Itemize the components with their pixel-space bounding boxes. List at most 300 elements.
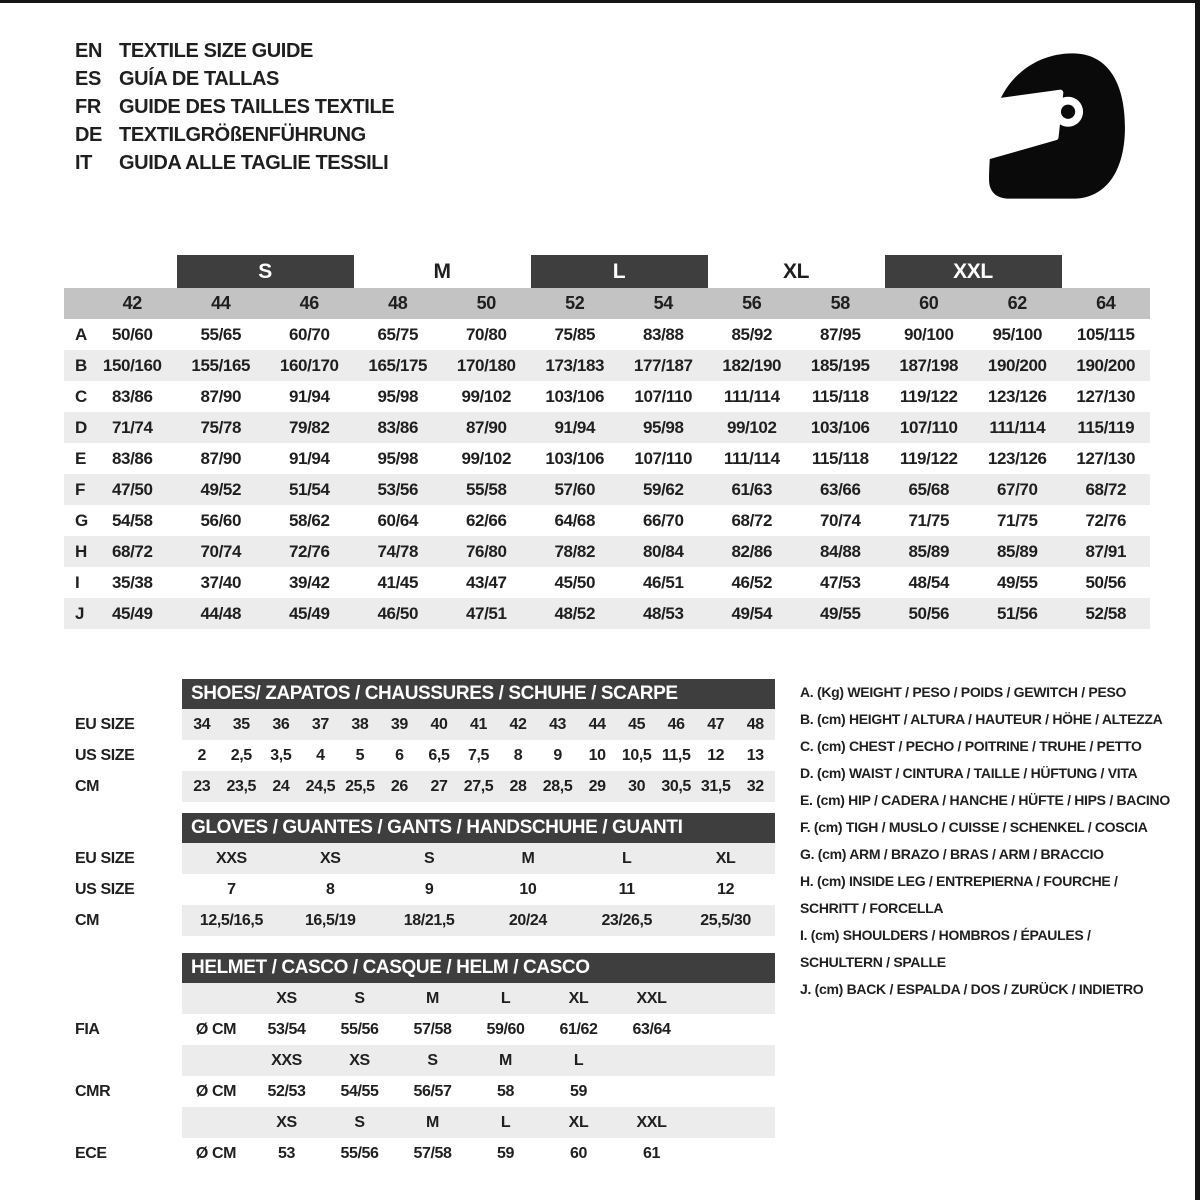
size-value-cell: 107/110 (899, 417, 958, 437)
row-label: EU SIZE (75, 849, 135, 867)
size-value-cell: 9 (553, 746, 562, 764)
size-value-cell: 10 (519, 880, 537, 898)
size-value-cell: 46 (667, 715, 685, 733)
legend-line: J. (cm) BACK / ESPALDA / DOS / ZURÜCK / INDIETRO (800, 981, 1144, 997)
language-code: EN (75, 39, 102, 62)
guide-title: GUÍA DE TALLAS (119, 67, 279, 90)
size-value-cell: 57/60 (554, 479, 596, 499)
size-value-cell: 65/68 (908, 479, 950, 499)
size-value-cell: 20/24 (508, 911, 547, 929)
helmet-size-header: L (500, 989, 511, 1007)
size-value-cell: 24,5 (305, 777, 336, 795)
measurement-rows (64, 319, 1150, 629)
size-value-cell: 37/40 (200, 572, 242, 592)
size-group-header (64, 255, 1150, 288)
size-value-cell: 10 (588, 746, 606, 764)
size-value-cell: 55/65 (200, 324, 242, 344)
legend-item (800, 733, 1170, 760)
size-value-cell: 18/21,5 (403, 911, 455, 929)
row-values (182, 740, 775, 771)
gloves-title: GLOVES / GUANTES / GANTS / HANDSCHUHE / GUANTI (191, 817, 683, 838)
legend-line: SCHULTERN / SPALLE (800, 954, 946, 970)
size-value-cell: 87/90 (200, 448, 242, 468)
size-column-header: 50 (476, 293, 496, 313)
size-value-cell: M (521, 849, 535, 867)
size-value-cell: 119/122 (899, 448, 958, 468)
helmet-values-row (64, 1076, 775, 1107)
size-value-cell: 127/130 (1076, 448, 1136, 468)
row-letter: I (75, 572, 80, 592)
size-value-cell: 170/180 (456, 355, 516, 375)
size-value-cell: 6 (395, 746, 404, 764)
size-value-cell: 47 (707, 715, 725, 733)
size-value-cell: 44/48 (200, 603, 242, 623)
helmet-size-header: XL (568, 989, 589, 1007)
size-group-xxl: XXL (885, 255, 1062, 288)
row-letter: D (75, 417, 87, 437)
size-value-cell: 160/170 (279, 355, 339, 375)
size-value-cell: 55/56 (340, 1144, 379, 1162)
size-value-cell: 75/85 (554, 324, 596, 344)
size-value-cell: 39 (390, 715, 408, 733)
size-value-cell: 187/198 (899, 355, 959, 375)
standard-label: FIA (75, 1020, 100, 1038)
size-value-cell: 51/56 (996, 603, 1038, 623)
helmet-sizes-row (64, 1107, 775, 1138)
legend-item (800, 679, 1170, 706)
size-value-cell: 70/80 (465, 324, 507, 344)
helmet-size-header: XS (276, 989, 297, 1007)
size-value-cell: 48/52 (554, 603, 596, 623)
size-value-cell: 67/70 (996, 479, 1038, 499)
size-value-cell: 71/75 (908, 510, 950, 530)
legend-item (800, 760, 1170, 787)
size-value-cell: 65/75 (377, 324, 419, 344)
size-value-cell: 103/106 (810, 417, 870, 437)
size-value-cell: 70/74 (200, 541, 242, 561)
helmet-size-header: XXL (636, 1113, 667, 1131)
language-row (75, 37, 394, 65)
size-value-cell: 31,5 (700, 777, 731, 795)
size-value-cell: 9 (424, 880, 434, 898)
size-value-cell: 111/114 (723, 448, 780, 468)
row-letter: F (75, 479, 85, 499)
size-column-header: 64 (1096, 293, 1116, 313)
size-value-cell: 59 (570, 1082, 587, 1100)
size-value-cell: 190/200 (1076, 355, 1136, 375)
size-value-cell: 5 (355, 746, 365, 764)
helmet-title: HELMET / CASCO / CASQUE / HELM / CASCO (191, 957, 590, 978)
size-value-cell: 11,5 (661, 746, 691, 764)
size-value-cell: 76/80 (465, 541, 507, 561)
guide-title: GUIDA ALLE TAGLIE TESSILI (119, 151, 389, 174)
row-values (182, 983, 775, 1014)
guide-title: TEXTILGRÖßENFÜHRUNG (119, 123, 366, 146)
legend-item (800, 922, 1170, 976)
size-value-cell: 47/50 (111, 479, 153, 499)
size-value-cell: 95/98 (642, 417, 684, 437)
row-letter: C (75, 386, 87, 406)
guide-title: GUIDE DES TAILLES TEXTILE (119, 95, 395, 118)
row-letter: A (75, 324, 87, 344)
size-value-cell: 103/106 (545, 448, 605, 468)
table-row (64, 381, 1150, 412)
legend-item (800, 976, 1170, 1003)
size-value-cell: 32 (746, 777, 764, 795)
size-value-cell: 28 (509, 777, 527, 795)
size-value-cell: 29 (588, 777, 606, 795)
row-values (182, 1045, 775, 1076)
helmet-size-header: XL (568, 1113, 589, 1131)
size-value-cell: 42 (509, 715, 527, 733)
size-value-cell: 91/94 (288, 448, 330, 468)
size-value-cell: 79/82 (288, 417, 330, 437)
size-value-cell: 91/94 (554, 417, 596, 437)
size-value-cell: 16,5/19 (304, 911, 356, 929)
size-value-cell: 87/95 (819, 324, 861, 344)
diameter-label: Ø CM (195, 1144, 237, 1162)
size-value-cell: 7,5 (467, 746, 490, 764)
size-value-cell: 39/42 (288, 572, 330, 592)
table-row (64, 443, 1150, 474)
size-value-cell: 60/64 (377, 510, 419, 530)
size-value-cell: 13 (746, 746, 764, 764)
measurement-legend (800, 679, 1170, 1003)
size-value-cell: 83/86 (111, 386, 153, 406)
size-value-cell: 95/100 (992, 324, 1043, 344)
size-column-header: 58 (830, 293, 850, 313)
row-values (182, 874, 775, 905)
size-value-cell: 8 (325, 880, 335, 898)
helmet-sizes-row (64, 983, 775, 1014)
helmet-title-bar (182, 953, 775, 983)
row-label: EU SIZE (75, 715, 135, 733)
size-value-cell: 91/94 (288, 386, 330, 406)
legend-item (800, 814, 1170, 841)
row-letter: G (75, 510, 88, 530)
legend-line: E. (cm) HIP / CADERA / HANCHE / HÜFTE / HIPS / BACINO (800, 792, 1170, 808)
size-value-cell: 48 (746, 715, 764, 733)
size-value-cell: 87/90 (200, 386, 242, 406)
size-value-cell: 4 (316, 746, 325, 764)
size-value-cell: 51/54 (288, 479, 330, 499)
size-value-cell: 173/183 (545, 355, 605, 375)
size-value-cell: 49/55 (819, 603, 861, 623)
language-list (75, 37, 394, 177)
size-value-cell: 85/92 (731, 324, 773, 344)
size-value-cell: 47/51 (465, 603, 507, 623)
size-value-cell: 30 (628, 777, 646, 795)
size-value-cell: S (423, 849, 435, 867)
size-value-cell: 84/88 (819, 541, 861, 561)
size-value-cell: 62/66 (465, 510, 507, 530)
size-column-header: 60 (919, 293, 939, 313)
size-value-cell: 83/88 (642, 324, 684, 344)
helmet-values-row (64, 1014, 775, 1045)
size-value-cell: 64/68 (554, 510, 596, 530)
table-row (64, 505, 1150, 536)
shoes-size-table (64, 679, 775, 802)
size-value-cell: 50/56 (908, 603, 950, 623)
size-value-cell: 115/118 (811, 448, 869, 468)
size-value-cell: 48/53 (642, 603, 684, 623)
size-value-cell: 105/115 (1076, 324, 1135, 344)
size-value-cell: 56/57 (413, 1082, 452, 1100)
size-value-cell: 80/84 (642, 541, 684, 561)
legend-item (800, 841, 1170, 868)
table-row (64, 709, 775, 740)
size-value-cell: 115/118 (811, 386, 869, 406)
guide-title: TEXTILE SIZE GUIDE (119, 39, 313, 62)
size-value-cell: 123/126 (987, 448, 1047, 468)
size-value-cell: 2,5 (230, 746, 252, 764)
legend-line: I. (cm) SHOULDERS / HOMBROS / ÉPAULES / (800, 927, 1091, 943)
size-value-cell: 55/58 (465, 479, 507, 499)
helmet-size-header: XS (349, 1051, 370, 1069)
row-values (182, 771, 775, 802)
size-value-cell: 46/50 (377, 603, 419, 623)
size-value-cell: 45 (628, 715, 646, 733)
size-value-cell: 185/195 (810, 355, 870, 375)
helmet-size-header: S (427, 1051, 438, 1069)
table-row (64, 874, 775, 905)
size-value-cell: 40 (430, 715, 448, 733)
size-value-cell: 71/74 (111, 417, 153, 437)
size-value-cell: 182/190 (722, 355, 782, 375)
language-code: IT (75, 151, 92, 174)
size-value-cell: 68/72 (731, 510, 773, 530)
size-value-cell: 41/45 (377, 572, 419, 592)
size-value-cell: 155/165 (191, 355, 251, 375)
table-row (64, 771, 775, 802)
row-values (182, 905, 775, 936)
size-value-cell: 99/102 (726, 417, 777, 437)
size-value-cell: 83/86 (377, 417, 419, 437)
size-value-cell: 58/62 (288, 510, 330, 530)
helmet-size-header: S (354, 1113, 365, 1131)
size-column-header: 48 (388, 293, 408, 313)
size-value-cell: 3,5 (270, 746, 292, 764)
size-value-cell: 95/98 (377, 386, 419, 406)
size-value-cell: L (622, 849, 632, 867)
size-column-header: 54 (653, 293, 673, 313)
helmet-size-header: XXL (636, 989, 667, 1007)
row-values (182, 709, 775, 740)
size-value-cell: 85/89 (908, 541, 950, 561)
helmet-size-header: M (499, 1051, 512, 1069)
table-row (64, 598, 1150, 629)
shoes-rows (64, 709, 775, 802)
size-value-cell: 75/78 (200, 417, 242, 437)
size-value-cell: 53 (278, 1144, 295, 1162)
row-values (182, 1014, 775, 1045)
size-value-cell: 38 (351, 715, 369, 733)
size-value-cell: XS (319, 849, 341, 867)
size-value-cell: 111/114 (989, 417, 1046, 437)
size-value-cell: 53/54 (267, 1020, 306, 1038)
size-value-cell: 46/51 (642, 572, 684, 592)
size-group-xl: XL (782, 259, 810, 283)
size-value-cell: 90/100 (903, 324, 954, 344)
size-value-cell: 50/56 (1085, 572, 1127, 592)
size-value-cell: 60/70 (288, 324, 330, 344)
legend-item (800, 868, 1170, 922)
row-label (64, 1045, 182, 1076)
table-row (64, 567, 1150, 598)
size-value-cell: 2 (197, 746, 207, 764)
table-row (64, 536, 1150, 567)
size-value-cell: 47/53 (819, 572, 861, 592)
size-value-cell: 11 (618, 880, 635, 898)
size-value-cell: 12 (717, 880, 735, 898)
size-value-cell: 63/66 (819, 479, 861, 499)
helmet-size-header: L (500, 1113, 511, 1131)
size-value-cell: 61/63 (731, 479, 773, 499)
table-row (64, 843, 775, 874)
size-value-cell: 78/82 (554, 541, 596, 561)
racing-helmet-icon (978, 43, 1136, 209)
row-label (64, 983, 182, 1014)
shoes-title: SHOES/ ZAPATOS / CHAUSSURES / SCHUHE / SCARPE (191, 683, 678, 704)
size-value-cell: 46/52 (731, 572, 773, 592)
row-letter: H (75, 541, 87, 561)
size-value-cell: 72/76 (1085, 510, 1127, 530)
size-value-cell: 6,5 (428, 746, 450, 764)
size-value-cell: 43 (549, 715, 567, 733)
size-value-cell: 55/56 (340, 1020, 379, 1038)
row-values (182, 1107, 775, 1138)
size-value-cell: 107/110 (634, 448, 693, 468)
standard-label: ECE (75, 1144, 107, 1162)
size-value-cell: 48/54 (908, 572, 950, 592)
size-value-cell: 34 (193, 715, 211, 733)
size-value-cell: 165/175 (368, 355, 428, 375)
size-value-cell: 68/72 (1085, 479, 1127, 499)
size-value-cell: 177/187 (633, 355, 693, 375)
size-value-cell: 71/75 (996, 510, 1038, 530)
size-column-header: 44 (211, 293, 231, 313)
size-column-header: 46 (299, 293, 319, 313)
size-value-cell: 115/119 (1077, 417, 1135, 437)
size-value-cell: XL (715, 849, 736, 867)
size-value-cell: 44 (588, 715, 606, 733)
size-value-cell: 83/86 (111, 448, 153, 468)
row-letter: J (75, 603, 85, 623)
size-value-cell: 150/160 (102, 355, 162, 375)
gloves-title-bar (182, 813, 775, 843)
size-value-cell: 87/90 (465, 417, 507, 437)
size-value-cell: 26 (390, 777, 408, 795)
table-row (64, 905, 775, 936)
size-value-cell: 60 (570, 1144, 587, 1162)
size-value-cell: 24 (272, 777, 290, 795)
helmet-size-table (64, 953, 775, 1169)
table-row (64, 474, 1150, 505)
size-value-cell: 54/55 (340, 1082, 379, 1100)
size-value-cell: 70/74 (819, 510, 861, 530)
row-values (182, 1138, 775, 1169)
table-row (64, 412, 1150, 443)
size-value-cell: 45/49 (111, 603, 153, 623)
size-column-header: 62 (1007, 293, 1027, 313)
helmet-size-header: L (573, 1051, 584, 1069)
size-group-m: M (433, 259, 451, 283)
size-value-cell: 35 (232, 715, 250, 733)
size-value-cell: 23/26,5 (601, 911, 653, 929)
helmet-size-header: M (426, 989, 439, 1007)
size-value-cell: 23 (193, 777, 211, 795)
language-row (75, 65, 394, 93)
size-value-cell: 49/54 (731, 603, 773, 623)
row-values (182, 1076, 775, 1107)
language-row (75, 93, 394, 121)
language-row (75, 149, 394, 177)
size-value-cell: 99/102 (461, 448, 512, 468)
size-value-cell: 45/50 (554, 572, 596, 592)
legend-line: SCHRITT / FORCELLA (800, 900, 944, 916)
table-row (64, 740, 775, 771)
size-value-cell: 111/114 (723, 386, 780, 406)
legend-item (800, 787, 1170, 814)
size-value-cell: 57/58 (413, 1020, 452, 1038)
legend-line: G. (cm) ARM / BRAZO / BRAS / ARM / BRACCIO (800, 846, 1104, 862)
size-value-cell: 12,5/16,5 (199, 911, 263, 929)
size-value-cell: 59/62 (642, 479, 684, 499)
size-value-cell: 127/130 (1076, 386, 1136, 406)
size-value-cell: 99/102 (461, 386, 512, 406)
row-label: CM (75, 777, 100, 795)
size-value-cell: 49/55 (996, 572, 1038, 592)
size-value-cell: 8 (513, 746, 523, 764)
language-code: DE (75, 123, 102, 146)
size-value-cell: 37 (311, 715, 329, 733)
size-column-header: 42 (122, 293, 142, 313)
size-value-cell: 52/53 (267, 1082, 306, 1100)
gloves-size-table (64, 813, 775, 936)
language-code: FR (75, 95, 101, 118)
row-letter: E (75, 448, 86, 468)
size-value-cell: 45/49 (288, 603, 330, 623)
size-value-cell: 103/106 (545, 386, 605, 406)
size-value-cell: 57/58 (413, 1144, 452, 1162)
size-value-cell: 59 (497, 1144, 514, 1162)
size-value-cell: 61/62 (559, 1020, 598, 1038)
size-value-cell: 10,5 (621, 746, 652, 764)
size-column-header: 52 (565, 293, 585, 313)
size-value-cell: 43/47 (465, 572, 507, 592)
size-value-cell: 27,5 (463, 777, 494, 795)
size-value-cell: 119/122 (899, 386, 958, 406)
size-value-cell: 54/58 (111, 510, 153, 530)
diameter-label: Ø CM (195, 1020, 237, 1038)
helmet-sizes-row (64, 1045, 775, 1076)
legend-line: H. (cm) INSIDE LEG / ENTREPIERNA / FOURCHE / (800, 873, 1118, 889)
textile-size-table (64, 255, 1150, 629)
size-value-cell: 66/70 (642, 510, 684, 530)
legend-line: F. (cm) TIGH / MUSLO / CUISSE / SCHENKEL / COSCIA (800, 819, 1148, 835)
legend-line: C. (cm) CHEST / PECHO / POITRINE / TRUHE / PETTO (800, 738, 1142, 754)
table-row (64, 319, 1150, 350)
size-value-cell: 12 (707, 746, 725, 764)
helmet-size-header: XXS (271, 1051, 302, 1069)
size-value-cell: 123/126 (987, 386, 1047, 406)
size-value-cell: 82/86 (731, 541, 773, 561)
row-label: US SIZE (75, 880, 135, 898)
row-values (182, 843, 775, 874)
size-column-header: 56 (742, 293, 762, 313)
size-value-cell: 63/64 (632, 1020, 671, 1038)
helmet-rows (64, 983, 775, 1169)
